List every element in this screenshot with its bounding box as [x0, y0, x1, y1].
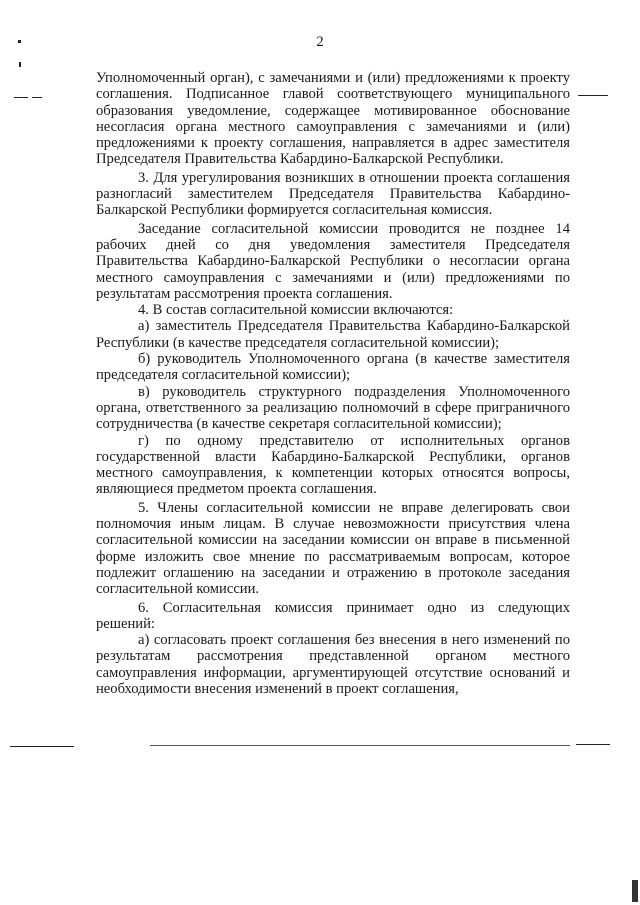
page-number: 2: [316, 34, 324, 50]
paragraph-item-5: 5. Члены согласительной комиссии не вправе делегировать свои полномочия иным лицам. В случае невозможности присутствия члена согласительной комиссии на заседании комиссии он вправе в письменной форме изложить свое мнение по рассматриваемым вопросам, которое подлежит оглашению на заседании и отражению в протоколе заседания согласительной комиссии.: [96, 499, 570, 598]
scan-artifact: [578, 95, 608, 96]
subitem-6a: а) согласовать проект соглашения без внесения в него изменений по результатам рассмотрения представленной органом местного самоуправления информации, аргументирующей отсутствие оснований и необходимости внесения изменений в проект соглашения,: [96, 632, 570, 697]
paragraph-continuation: Уполномоченный орган), с замечаниями и (или) предложениями к проекту соглашения. Подписанное главой соответствующего муниципального образования уведомление, содержащее мотивированное обоснование несогласия органа местного самоуправления с замечаниями и (или) предложениями к проекту соглашения, направляется в адрес заместителя Председателя Правительства Кабардино-Балкарской Республики.: [96, 70, 570, 168]
subitem-b: б) руководитель Уполномоченного органа (в качестве заместителя председателя согласительной комиссии);: [96, 351, 570, 384]
scan-artifact: [19, 62, 21, 67]
paragraph-item-4: 4. В состав согласительной комиссии включаются:: [138, 302, 454, 319]
scan-artifact: [32, 97, 42, 98]
scan-artifact: [10, 746, 74, 747]
document-body: [96, 70, 570, 697]
scan-artifact: [14, 97, 28, 98]
scan-artifact: [18, 40, 21, 43]
paragraph-item-3: 3. Для урегулирования возникших в отношении проекта соглашения разногласий заместителем Председателя Правительства Кабардино-Балкарской Республики формируется согласительная комиссия.: [96, 169, 570, 219]
paragraph-meeting: Заседание согласительной комиссии проводится не позднее 14 рабочих дней со дня уведомления заместителя Председателя Правительства Кабардино-Балкарской Республики о несогласии органа местного самоуправления с замечаниями и (или) предложениями по результатам рассмотрения проекта соглашения.: [96, 220, 570, 302]
subitem-v: в) руководитель структурного подразделения Уполномоченного органа, ответственного за реализацию полномочий в сфере приграничного сотрудничества (в качестве секретаря согласительной комиссии);: [96, 383, 570, 433]
subitem-a: а) заместитель Председателя Правительства Кабардино-Балкарской Республики (в качестве председателя согласительной комиссии);: [96, 318, 570, 351]
scan-artifact: [150, 745, 570, 746]
subitem-g: г) по одному представителю от исполнительных органов государственной власти Кабардино-Балкарской Республики, органов местного самоуправления, к компетенции которых относятся вопросы, являющиеся предметом проекта соглашения.: [96, 432, 570, 498]
paragraph-item-6: 6. Согласительная комиссия принимает одно из следующих решений:: [96, 599, 570, 632]
scan-artifact: [576, 744, 610, 745]
scan-artifact: [632, 880, 638, 902]
